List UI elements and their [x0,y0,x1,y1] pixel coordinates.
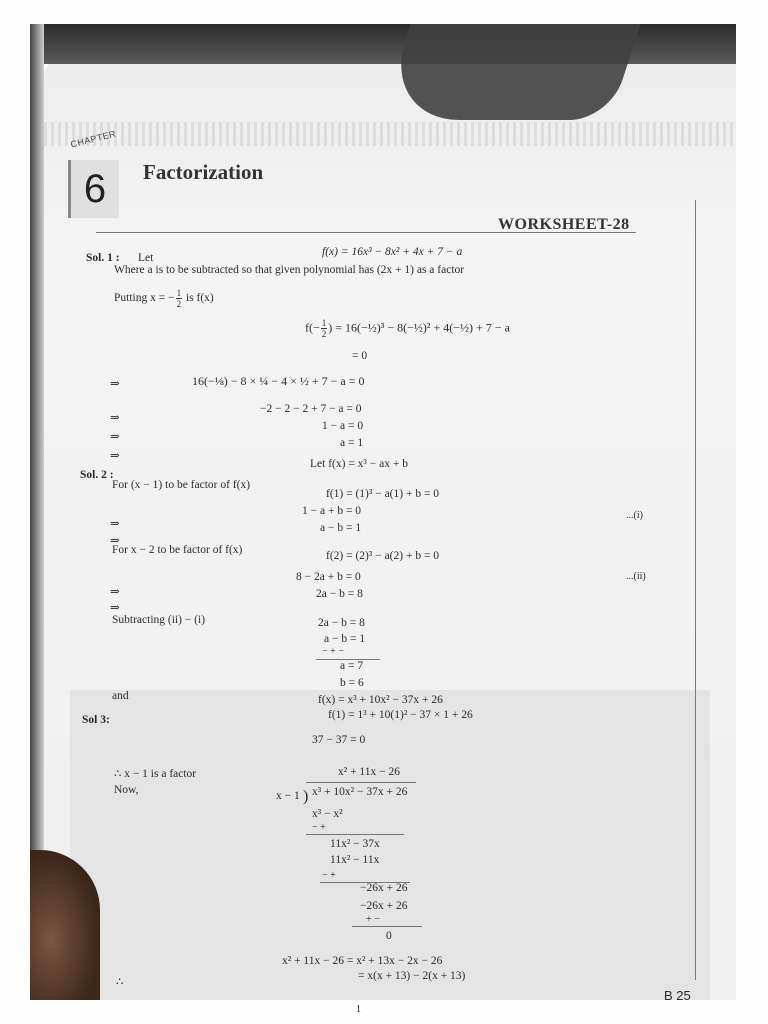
chapter-number: 6 [68,160,119,218]
page-corner-label: B 25 [664,988,691,1003]
sol2-e1: f(1) = (1)³ − a(1) + b = 0 [326,488,440,500]
sol3-d9: 0 [386,930,392,942]
sol2-tag1: ...(i) [626,510,643,521]
sol1-is-fx: is f(x) [185,292,214,305]
sol3-r1: x² + 11x − 26 = x² + 13x − 2x − 26 [282,955,443,967]
sol2-e6: 2a − b = 8 [316,588,363,600]
sol1-where: Where a is to be subtracted so that given polynomial has (2x + 1) as a factor [114,264,465,276]
sol3-d8: + − [366,914,380,925]
sol3-dividend: x³ + 10x² − 37x + 26 [312,786,408,798]
sol1-step4: a = 1 [340,437,364,449]
sol3-therefore: ∴ [116,976,124,988]
fraction-half: $\frac{1}{2}$ [321,318,327,339]
chapter-title: Factorization [143,160,264,184]
sol2-label: Sol. 2 : [80,469,114,481]
sol3-d1: x³ − x² [312,808,343,820]
sol2-s5: b = 6 [340,677,364,689]
sol3-d6: −26x + 26 [360,882,408,894]
sol1-eq0: = 0 [352,350,368,362]
sol2-s4: a = 7 [340,660,364,672]
division-line-1 [306,834,404,835]
sol2-and: and [112,690,129,702]
arrow: ⇒ [110,602,120,614]
sol1-line1-rhs: ) = 16(−½)³ − 8(−½)² + 4(−½) + 7 − a [328,320,510,335]
sol3-f2: f(1) = 1³ + 10(1)² − 37 × 1 + 26 [328,709,473,721]
arrow: ⇒ [110,535,120,547]
division-bar [306,782,416,783]
sol3-d3: 11x² − 37x [330,838,380,850]
chapter-label: CHAPTER [69,128,118,150]
page-number: 1 [356,1004,361,1015]
arrow: ⇒ [110,586,120,598]
sol3-f1: f(x) = x³ + 10x² − 37x + 26 [318,694,443,706]
sol2-cond2: For x − 2 to be factor of f(x) [112,544,243,556]
sol1-step1: 16(−⅛) − 8 × ¼ − 4 × ½ + 7 − a = 0 [192,374,365,388]
sol3-d4: 11x² − 11x [330,854,380,866]
sol2-cond1: For (x − 1) to be factor of f(x) [112,479,251,491]
fraction-half: $\frac{1}{2}$ [176,288,182,309]
sol1-step3: 1 − a = 0 [322,420,364,432]
worksheet-title: WORKSHEET-28 [498,216,630,233]
sol3-label: Sol 3: [82,714,110,726]
sol1-step2: −2 − 2 − 2 + 7 − a = 0 [260,403,362,415]
division-bracket: ) [303,788,309,805]
arrow: ⇒ [110,450,120,462]
sol3-d7: −26x + 26 [360,900,408,912]
arrow: ⇒ [110,412,120,424]
sol3-shaded-box [70,690,710,1000]
sol2-e4: f(2) = (2)³ − a(2) + b = 0 [326,550,440,562]
sol3-d2: − + [312,822,326,833]
sol2-e3: a − b = 1 [320,522,362,534]
sol2-s1: 2a − b = 8 [318,617,365,629]
sol3-quotient: x² + 11x − 26 [338,766,400,778]
sol3-f3: 37 − 37 = 0 [312,734,366,746]
sol2-s2: a − b = 1 [324,633,366,645]
sol3-now: Now, [114,784,139,796]
sol3-factor: ∴ x − 1 is a factor [114,768,197,780]
sol1-line1-lhs: f( [305,320,313,335]
sol3-r2: = x(x + 13) − 2(x + 13) [358,970,466,982]
sol1-let: Let [138,252,154,264]
sol2-e2: 1 − a + b = 0 [302,505,362,517]
sol2-s3: − + − [322,646,344,657]
chapter-header-band [44,122,736,146]
sol2-e5: 8 − 2a + b = 0 [296,571,361,583]
arrow: ⇒ [110,518,120,530]
sol2-subtract: Subtracting (ii) − (i) [112,614,206,626]
sol2-letfx: Let f(x) = x³ − ax + b [310,458,408,470]
arrow: ⇒ [110,378,120,390]
right-margin-rule [695,200,696,980]
sol1-fx: f(x) = 16x³ − 8x² + 4x + 7 − a [322,246,463,258]
arrow: ⇒ [110,431,120,443]
photo-shadow [379,24,640,120]
sol3-d5: − + [322,870,336,881]
sol1-putting: Putting x = − [114,292,175,305]
sol2-tag2: ...(ii) [626,571,646,582]
sol1-label: Sol. 1 : [86,252,120,264]
division-line-3 [352,926,422,927]
sol3-divisor: x − 1 [276,790,300,802]
